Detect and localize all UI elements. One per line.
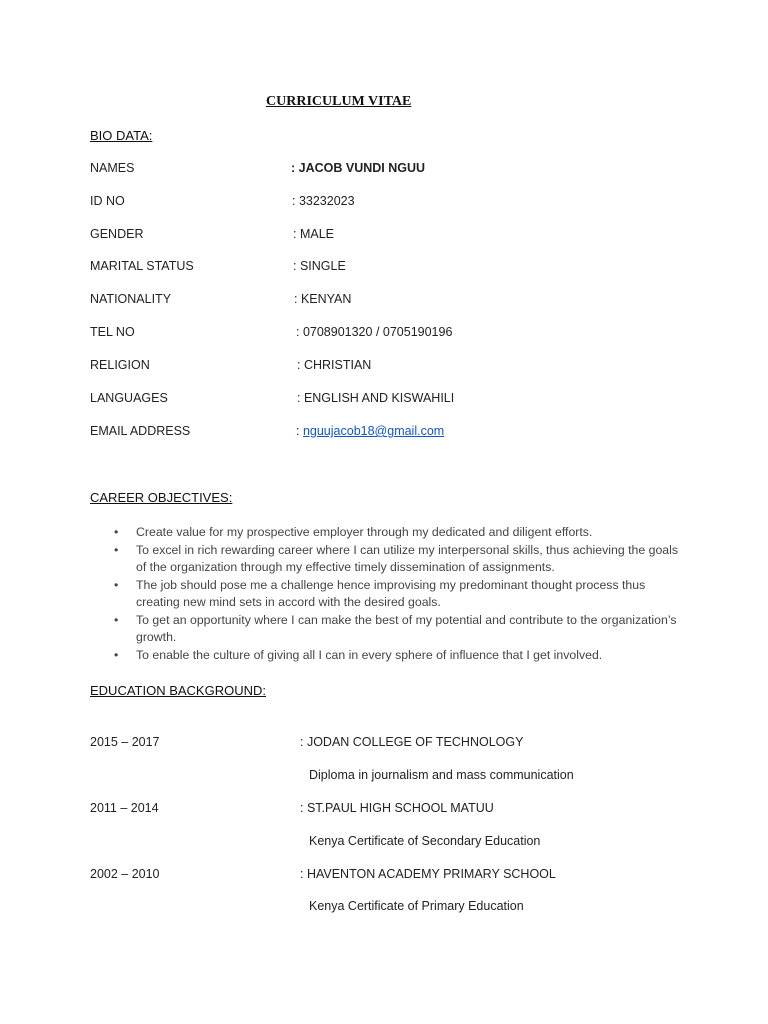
bio-row-names — [90, 161, 690, 179]
education-institution: : HAVENTON ACADEMY PRIMARY SCHOOL — [300, 867, 556, 881]
bullet: • — [114, 577, 119, 592]
education-qualification: Kenya Certificate of Secondary Education — [309, 834, 541, 848]
education-heading: EDUCATION BACKGROUND: — [90, 683, 266, 698]
bio-value: : MALE — [293, 227, 334, 241]
bio-value: : KENYAN — [294, 292, 352, 306]
bio-value: : CHRISTIAN — [297, 358, 372, 372]
bio-value: : SINGLE — [293, 259, 346, 273]
document-title: CURRICULUM VITAE — [266, 94, 412, 109]
bullet: • — [114, 525, 119, 539]
bio-label: GENDER — [90, 227, 144, 241]
bio-label: ID NO — [90, 194, 125, 208]
bio-value: : 33232023 — [292, 194, 355, 208]
bio-row-languages — [90, 391, 690, 409]
bio-value: : 0708901320 / 0705190196 — [296, 325, 453, 339]
bio-label: TEL NO — [90, 325, 135, 339]
email-link[interactable]: nguujacob18@gmail.com — [302, 424, 445, 438]
bio-value: : JACOB VUNDI NGUU — [291, 161, 426, 175]
education-institution: : JODAN COLLEGE OF TECHNOLOGY — [300, 735, 524, 749]
bio-label: NATIONALITY — [90, 292, 172, 306]
bio-label: LANGUAGES — [90, 391, 168, 405]
education-institution: : ST.PAUL HIGH SCHOOL MATUU — [300, 801, 494, 815]
bio-label: RELIGION — [90, 358, 150, 372]
email-prefix: : — [296, 424, 303, 438]
education-qualification: Kenya Certificate of Primary Education — [309, 899, 524, 913]
bio-row-tel — [90, 325, 690, 343]
bio-data-heading: BIO DATA: — [90, 128, 153, 143]
education-years: 2011 – 2014 — [90, 801, 159, 815]
education-qualification: Diploma in journalism and mass communication — [309, 768, 574, 782]
bullet: • — [114, 647, 119, 662]
education-years: 2015 – 2017 — [90, 735, 160, 749]
list-item — [90, 542, 680, 577]
bio-value — [296, 424, 444, 438]
bio-value: : ENGLISH AND KISWAHILI — [297, 391, 455, 405]
bio-row-religion — [90, 358, 690, 376]
bio-row-email — [90, 424, 690, 442]
bio-row-gender — [90, 227, 690, 245]
career-objectives-list — [90, 524, 680, 664]
list-item — [90, 577, 680, 612]
bullet: • — [114, 542, 119, 557]
bio-row-id — [90, 194, 690, 212]
list-item — [90, 524, 680, 542]
objective-text: To get an opportunity where I can make the best of my potential and contribute to the organization’s growth. — [136, 612, 677, 644]
objective-text: Create value for my prospective employer through my dedicated and diligent efforts. — [136, 525, 593, 539]
education-years: 2002 – 2010 — [90, 867, 160, 881]
bio-label: MARITAL STATUS — [90, 259, 194, 273]
bio-row-nationality — [90, 292, 690, 310]
list-item — [90, 612, 680, 647]
objective-text: To enable the culture of giving all I can in every sphere of influence that I get involved. — [136, 647, 603, 662]
bio-row-marital-status — [90, 259, 690, 277]
objective-text: To excel in rich rewarding career where I can utilize my interpersonal skills, thus achieving the goals of the organization through my effective timely dissemination of assignments. — [136, 542, 678, 574]
bio-label: EMAIL ADDRESS — [90, 424, 191, 438]
objective-text: The job should pose me a challenge hence improvising my predominant thought process thus creating new mind sets in accord with the desired goals. — [136, 577, 646, 609]
career-objectives-heading: CAREER OBJECTIVES: — [90, 490, 233, 505]
bullet: • — [114, 612, 119, 627]
bio-label: NAMES — [90, 161, 135, 175]
list-item — [90, 647, 680, 665]
